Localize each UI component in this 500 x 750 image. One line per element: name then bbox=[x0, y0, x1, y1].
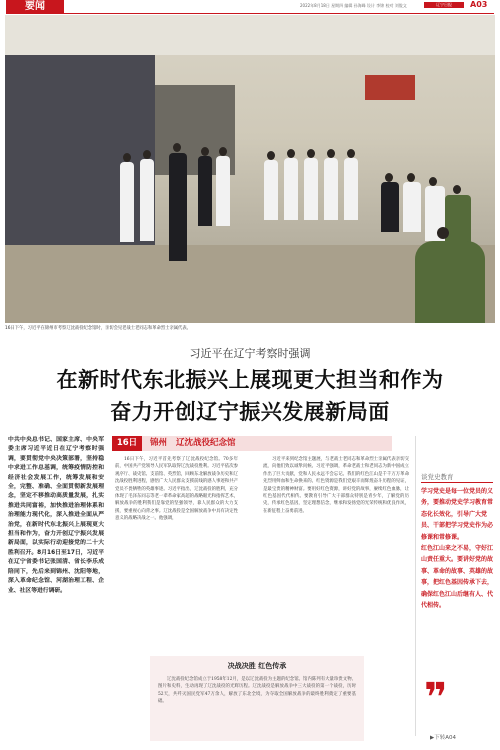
headline-line-2: 奋力开创辽宁振兴发展新局面 bbox=[110, 400, 390, 424]
headline-line-1: 在新时代东北振兴上展现更大担当和作为 bbox=[56, 368, 444, 392]
page-number: A03 bbox=[470, 0, 488, 9]
quote-mark-icon: ❞ bbox=[424, 675, 448, 721]
photo-person-head bbox=[123, 153, 131, 162]
kicker-date: 16日 bbox=[112, 436, 142, 451]
photo-person bbox=[304, 158, 318, 220]
photo-person-head bbox=[201, 147, 209, 156]
photo-person bbox=[324, 158, 338, 220]
news-photo bbox=[5, 15, 495, 323]
photo-person-head bbox=[385, 173, 393, 182]
sidebar-paragraph: 红色江山来之不易，守好江山责任重大。要讲好党的故事、革命的故事、英雄的故事，把红色基因传承下去，确保红色江山后继有人、代代相传。 bbox=[421, 545, 494, 610]
sidebar-heading: 谈党史教育 bbox=[421, 473, 454, 481]
photo-person-head bbox=[143, 150, 151, 159]
body-column-1: 16日下午，习近平首先考察了辽沈战役纪念馆。70多年前，中国共产党领导人民军队取得辽沈战役胜利。习近平依次参观序厅、战史馆、支前馆、英烈馆，回顾东北解放战争历史和辽沈战役胜利进程，感悟广大人民群众支援前线的感人事迹和共产党员不畏牺牲的英雄事迹。习近平指出，辽沈战役的胜利，充分体现了毛泽东同志等老一辈革命家高超的战略眼光和指挥艺术，解放战争的胜利我们是靠党的坚强领导，靠人民群众的大力支援，要重视心向背之事。辽沈战役是全国解放战争中具有决定性意义的战略决战之一。他强调， bbox=[115, 457, 238, 522]
kicker-topic: 辽沈战役纪念馆 bbox=[175, 438, 236, 448]
photo-ceiling bbox=[5, 15, 495, 55]
photo-person bbox=[415, 241, 485, 323]
photo-person-head bbox=[307, 149, 315, 158]
photo-person-head bbox=[219, 147, 227, 156]
photo-caption: 16日下午，习近平在锦州市考察辽沈战役纪念馆时，亲切会见老战士老同志和革命烈士亲属代表。 bbox=[5, 326, 191, 331]
sidebar-paragraph: 学习党史是每一位党员的义务，要推动党史学习教育常态化长效化，引导广大党员、干部把学习党史作为必修课和常修课。 bbox=[421, 488, 494, 541]
sidebar-quotes bbox=[421, 486, 495, 611]
header-info: 2022年8月18日 星期四 编辑 孙海峰 设计 李锦 校对 刘俊文 bbox=[300, 3, 407, 8]
kicker-place: 锦州 bbox=[150, 438, 168, 448]
photo-person bbox=[216, 156, 230, 226]
header-divider bbox=[6, 13, 494, 14]
photo-person-head bbox=[453, 185, 461, 194]
photo-person bbox=[381, 182, 399, 232]
page-header bbox=[0, 0, 500, 13]
photo-person-head bbox=[437, 227, 449, 239]
photo-person bbox=[403, 182, 421, 232]
article-subtitle: 习近平在辽宁考察时强调 bbox=[189, 347, 311, 360]
info-box-title: 决战决胜 红色传承 bbox=[227, 662, 287, 670]
photo-person-head bbox=[287, 149, 295, 158]
photo-person bbox=[198, 156, 212, 226]
section-tag: 要闻 bbox=[6, 0, 64, 13]
photo-person-head bbox=[267, 151, 275, 160]
column-divider bbox=[415, 436, 416, 736]
continued-link[interactable]: ▶下转A04 bbox=[430, 735, 456, 741]
article-lead: 中共中央总书记、国家主席、中央军委主席习近平近日在辽宁考察时强调，要贯彻党中央决策部署，坚持稳中求进工作总基调，统筹疫情防控和经济社会发展工作，统筹发展和安全，完整、准确、全面贯彻新发展理念，坚定不移推动高质量发展，扎实推进共同富裕，加快推进治理体系和治理能力现代化，深入推进全面从严治党，在新时代东北振兴上展现更大担当和作为，奋力开创辽宁振兴发展新局面，以实际行动迎接党的二十大胜利召开。8月16日至17日，习近平在辽宁省委书记张国清、省长李乐成陪同下，先后来到锦州、沈阳等地，深入革命纪念馆、河湖治理工程、企业、社区等进行调研。 bbox=[8, 437, 104, 594]
photo-banner bbox=[365, 75, 415, 100]
photo-person-head bbox=[173, 143, 181, 152]
info-box-body: 辽沈战役纪念馆成立于1958年12月，是以辽沈战役为主题的纪念馆。馆内陈列有大量珍贵文物、图片和史料，生动再现了辽沈战役的光辉历程。辽沈战役是解放战争中三大战役的第一个战役，历时52天，共歼灭国民党军47万余人，解放了东北全境，为夺取全国解放战争的最终胜利奠定了重要基础。 bbox=[158, 677, 356, 705]
photo-person-head bbox=[347, 149, 355, 158]
sidebar-divider bbox=[421, 482, 493, 483]
photo-person bbox=[169, 153, 187, 261]
photo-person bbox=[284, 158, 298, 220]
photo-person-head bbox=[327, 149, 335, 158]
photo-person bbox=[264, 160, 278, 220]
photo-person bbox=[140, 159, 154, 241]
photo-person bbox=[120, 162, 134, 242]
newspaper-logo: 辽宁日报 bbox=[424, 2, 464, 8]
body-column-2: 习近平来到纪念馆主题展，与老战士老同志和革命烈士亲属代表亲切交流，向他们致以诚挚问候。习近平强调，革命老战士和老同志为新中国成立作出了巨大贡献，党和人民永远不会忘记。我们的红色江山是千千万万革命先烈用鲜血和生命换来的。红色资源是我们党艰辛而辉煌奋斗历程的见证，是最宝贵的精神财富。要用好红色资源，讲好党的故事，赓续红色血脉，让红色基因代代相传。要教育引导广大干部群众特别是青少年，了解党的历史，传承红色基因，坚定理想信念，继承和发扬党的光荣传统和优良作风，在新征程上奋勇前进。 bbox=[263, 457, 409, 514]
photo-person-head bbox=[429, 177, 437, 186]
photo-person bbox=[344, 158, 358, 220]
kicker-location bbox=[150, 436, 242, 451]
photo-person-head bbox=[407, 173, 415, 182]
